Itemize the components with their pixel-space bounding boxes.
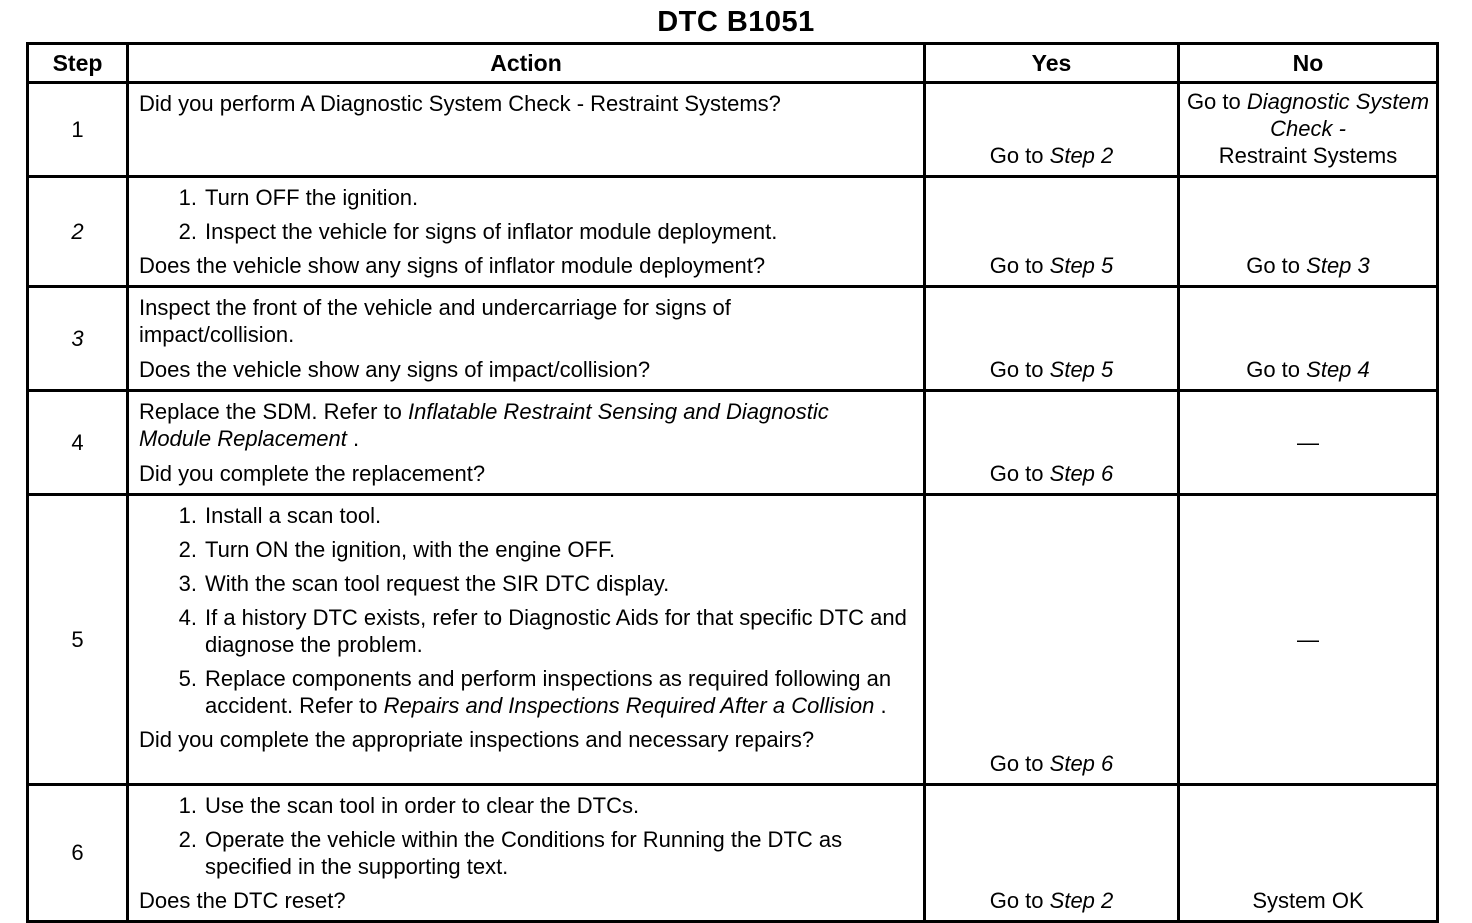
reference-link[interactable]: Repairs and Inspections Required After a Collision (383, 693, 875, 718)
dash: — (1297, 627, 1319, 652)
action-steps (139, 502, 913, 719)
table-row (28, 177, 1438, 287)
step-number: 2 (28, 177, 128, 287)
list-item: 2. Turn ON the ignition, with the engine OFF. (178, 537, 616, 562)
header-action: Action (128, 44, 925, 83)
yes-cell: Go to Step 5 (925, 177, 1179, 287)
action-cell (128, 785, 925, 922)
table-row (28, 785, 1438, 922)
header-row (28, 44, 1438, 83)
step-number: 1 (28, 83, 128, 177)
dash: — (1297, 430, 1319, 455)
action-cell (128, 83, 925, 177)
yes-cell: Go to Step 2 (925, 785, 1179, 922)
page-title: DTC B1051 (657, 6, 815, 38)
action-text: Inspect the front of the vehicle and undercarriage for signs of impact/collision. (139, 295, 731, 347)
list-item: 3. With the scan tool request the SIR DTC display. (178, 571, 670, 596)
yes-cell: Go to Step 5 (925, 287, 1179, 391)
table-row (28, 495, 1438, 785)
no-prefix: Go to (1186, 89, 1241, 114)
action-steps (139, 184, 913, 245)
list-item: 2. Operate the vehicle within the Conditions for Running the DTC as specified in the supporting text. (178, 827, 843, 879)
list-item: 5. Replace components and perform inspections as required following an accident. Refer to Repairs and Inspections Required After a Collision . (178, 666, 892, 718)
list-item: 1. Turn OFF the ignition. (178, 185, 419, 210)
no-target: Diagnostic System Check - (1246, 89, 1430, 141)
action-cell (128, 287, 925, 391)
yes-target: Step 2 (1049, 143, 1114, 168)
no-cell: Go to Step 3 (1179, 177, 1438, 287)
no-cell (1179, 495, 1438, 785)
action-text: Replace the SDM. Refer to Inflatable Restraint Sensing and Diagnostic Module Replacement . (139, 399, 829, 451)
system-ok: System OK (1252, 888, 1364, 913)
yes-cell: Go to Step 6 (925, 495, 1179, 785)
header-yes: Yes (925, 44, 1179, 83)
table-row (28, 391, 1438, 495)
yes-cell (925, 83, 1179, 177)
action-cell (128, 495, 925, 785)
header-step: Step (28, 44, 128, 83)
header-no: No (1179, 44, 1438, 83)
action-cell (128, 391, 925, 495)
no-cell (1179, 785, 1438, 922)
step-number: 6 (28, 785, 128, 922)
action-question: Did you complete the replacement? (139, 461, 486, 486)
reference-link[interactable]: Inflatable Restraint Sensing and Diagnostic Module Replacement (139, 399, 829, 451)
no-suffix: Restraint Systems (1218, 143, 1398, 168)
step-number: 5 (28, 495, 128, 785)
list-item: 1. Use the scan tool in order to clear the DTCs. (178, 793, 640, 818)
action-steps (139, 792, 913, 880)
no-cell: Go to Step 4 (1179, 287, 1438, 391)
step-number: 3 (28, 287, 128, 391)
action-question: Does the vehicle show any signs of impact/collision? (139, 357, 651, 382)
dtc-table (26, 42, 1439, 923)
yes-prefix: Go to (989, 143, 1044, 168)
no-cell (1179, 391, 1438, 495)
list-item: 1. Install a scan tool. (178, 503, 382, 528)
table-row (28, 287, 1438, 391)
action-question: Did you perform A Diagnostic System Check - Restraint Systems? (139, 91, 781, 116)
yes-cell: Go to Step 6 (925, 391, 1179, 495)
table-row (28, 83, 1438, 177)
no-cell (1179, 83, 1438, 177)
action-question: Did you complete the appropriate inspections and necessary repairs? (139, 727, 815, 752)
action-question: Does the DTC reset? (139, 888, 346, 913)
action-question: Does the vehicle show any signs of inflator module deployment? (139, 253, 766, 278)
action-cell (128, 177, 925, 287)
step-number: 4 (28, 391, 128, 495)
list-item: 2. Inspect the vehicle for signs of inflator module deployment. (178, 219, 778, 244)
list-item: 4. If a history DTC exists, refer to Diagnostic Aids for that specific DTC and diagnose the problem. (178, 605, 907, 657)
